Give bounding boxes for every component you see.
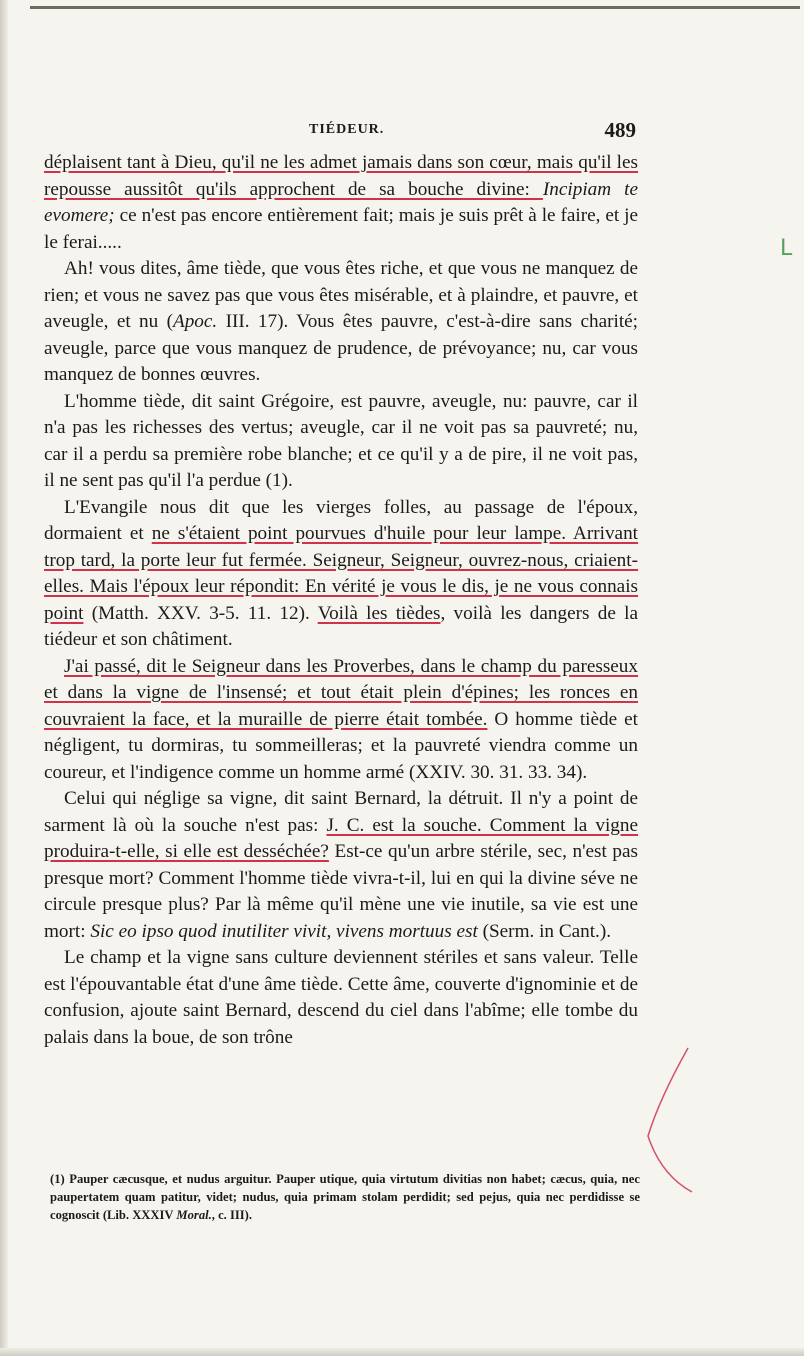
text-run: L'Evangile nous dit que les vierges folles, au passage de l'époux, dormaient et	[44, 496, 638, 544]
running-head: TIÉDEUR.	[309, 122, 385, 137]
text-run: Ah! vous dites, âme tiède, que vous êtes riche, et que vous ne manquez de rien; et vous ne savez pas que vous êtes misérable, et à plaindre, et pauvre, et aveugle, et nu (	[44, 258, 638, 332]
text-run: Le champ et la vigne sans culture deviennent stériles et sans valeur. Telle est l'épouvantable état d'une âme tiède. Cette âme, couverte d'ignominie et de confusion, ajoute saint Bernard, descend du ciel dans l'abîme; elle tombe du palais dans la boue, de son trône	[44, 947, 638, 1048]
paragraph	[44, 495, 638, 654]
paragraph	[44, 389, 638, 495]
text-run: (Serm. in Cant.).	[477, 920, 612, 942]
footnote-text	[50, 1170, 640, 1224]
paragraph	[44, 945, 638, 1051]
text-run: , voilà les dangers de la tiédeur et son châtiment.	[44, 602, 638, 650]
text-run: (1) Pauper cæcusque, et nudus arguitur. Pauper utique, quia virtutum divitias non habet; cæcus, quia, nec paupertatem quam patitur, videt; nudus, quia primam stolam perdidit; sed pejus, quia nec perdidisse se cognoscit (Lib. XXXIV	[50, 1172, 640, 1222]
text-run: III. 17). Vous êtes pauvre, c'est-à-dire sans charité; aveugle, parce que vous manquez de prudence, de prévoyance; nu, car vous manquez de bonnes œuvres.	[44, 311, 638, 385]
page-left-edge	[0, 0, 8, 1356]
page-number: 489	[604, 118, 636, 142]
italic-quote: Incipiam te evomere;	[44, 178, 638, 226]
underlined-passage: déplaisent tant à Dieu, qu'il ne les admet jamais dans son cœur, mais qu'il les repousse aussitôt qu'ils approchent de sa bouche divine:	[44, 152, 638, 200]
italic-quote: Sic eo ipso quod inutiliter vivit, vivens mortuus est	[90, 920, 478, 942]
underlined-passage: Voilà les tièdes	[317, 602, 441, 624]
underlined-passage: ne s'étaient point pourvues d'huile pour leur lampe. Arrivant trop tard, la porte leur fut fermée. Seigneur, Seigneur, ouvrez-nous, criaient-elles. Mais l'époux leur répondit: En vérité je vous le dis, je ne vous connais point	[44, 523, 638, 624]
text-run: L'homme tiède, dit saint Grégoire, est pauvre, aveugle, nu: pauvre, car il n'a pas les richesses des vertus; aveugle, car il ne voit pas sa pauvreté; nu, car il a perdu sa première robe blanche; et ce qu'il y a de pire, il ne voit pas, il ne sent pas qu'il l'a perdue (1).	[44, 390, 638, 491]
body-text	[44, 150, 638, 1051]
page-bottom-edge	[0, 1348, 804, 1356]
red-pencil-bracket	[640, 1040, 700, 1200]
paragraph	[44, 256, 638, 389]
green-margin-mark: L	[780, 236, 793, 261]
underlined-passage: J. C. est la souche. Comment la vigne produira-t-elle, si elle est desséchée?	[44, 814, 638, 862]
italic-quote: Moral.	[176, 1208, 212, 1222]
page-header	[44, 118, 638, 146]
paragraph	[44, 786, 638, 945]
italic-quote: Apoc.	[172, 311, 218, 332]
text-run: Celui qui néglige sa vigne, dit saint Bernard, la détruit. Il n'y a point de sarment là où la souche n'est pas:	[44, 788, 638, 836]
text-run: ce n'est pas encore entièrement fait; mais je suis prêt à le faire, et je le ferai.....	[44, 205, 638, 253]
paragraph	[44, 654, 638, 787]
top-rule	[30, 6, 800, 9]
text-run: Est-ce qu'un arbre stérile, sec, n'est pas presque mort? Comment l'homme tiède vivra-t-il, lui en qui la divine séve ne circule presque plus? Par là même qu'il mène une vie inutile, sa vie est une mort:	[44, 841, 638, 942]
underlined-passage: J'ai passé, dit le Seigneur dans les Proverbes, dans le champ du paresseux et dans la vigne de l'insensé; et tout était plein d'épines; les ronces en couvraient la face, et la muraille de pierre était tombée.	[44, 655, 638, 730]
text-run: (Matth. XXV. 3-5. 11. 12).	[83, 602, 318, 624]
text-run: O homme tiède et négligent, tu dormiras, tu sommeilleras; et la pauvreté viendra comme un coureur, et l'indigence comme un homme armé (XXIV. 30. 31. 33. 34).	[44, 708, 638, 783]
paragraph	[44, 150, 638, 256]
text-run: , c. III).	[211, 1208, 252, 1222]
footnote	[50, 1170, 640, 1224]
